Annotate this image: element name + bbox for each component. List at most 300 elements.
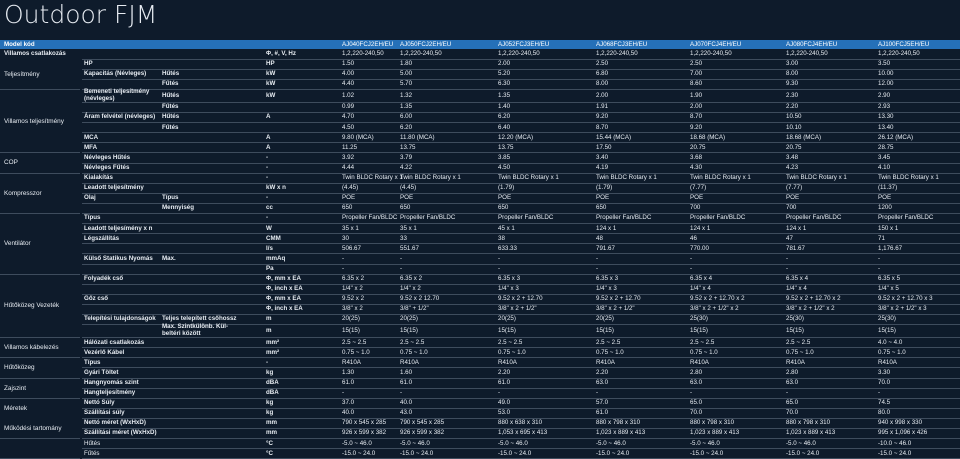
table-cell: 124 x 1 [786, 224, 807, 232]
table-cell: 650 [498, 204, 509, 212]
table-cell: -15.0 ~ 24.0 [342, 449, 376, 457]
table-cell: 3/8" x 2 + 1/2" x 3 [878, 305, 927, 313]
table-cell: 6.35 x 3 [596, 275, 619, 283]
header-model-4: AJ068FCJ3EH/EU [596, 41, 648, 48]
table-cell: 9.52 x 2 [342, 295, 365, 303]
row-unit: - [266, 174, 269, 182]
table-cell: 7.00 [690, 70, 703, 78]
page-title: Outdoor FJM [4, 0, 158, 29]
table-cell: R410A [690, 358, 709, 366]
table-cell: 650 [596, 204, 607, 212]
table-cell: 1,053 x 695 x 413 [498, 429, 548, 437]
row-sublabel: Fűtés [162, 103, 179, 111]
table-cell: 2.00 [690, 103, 703, 111]
table-cell: - [342, 254, 345, 262]
table-cell: 2.20 [786, 103, 799, 111]
table-cell: 40.0 [400, 399, 413, 407]
row-label-main: Fűtés [84, 449, 100, 457]
table-cell: (7.77) [786, 184, 803, 192]
table-cell: 790 x 545 x 285 [342, 419, 387, 427]
table-cell: - [400, 389, 403, 397]
table-cell: - [498, 254, 501, 262]
row-label: Telepítési tulajdonságok [84, 315, 156, 323]
table-cell: 0.75 ~ 1.0 [690, 348, 718, 356]
table-cell: 1,2,220-240,50 [596, 49, 638, 57]
row-label: Szállítási súly [84, 409, 125, 417]
header-model-5: AJ070FCJ4EH/EU [690, 41, 742, 48]
row-unit: kW [266, 91, 276, 99]
table-cell: 1,023 x 889 x 413 [786, 429, 836, 437]
table-cell: 1.35 [400, 103, 413, 111]
table-cell: 3.79 [400, 153, 413, 161]
table-cell: - [498, 264, 501, 272]
section-label: Zajszint [4, 384, 27, 392]
table-cell: - [690, 254, 693, 262]
table-cell: -15.0 ~ 24.0 [498, 449, 532, 457]
table-cell: 11.25 [342, 143, 358, 151]
table-cell: - [878, 264, 881, 272]
table-cell: - [596, 389, 599, 397]
table-cell: 880 x 798 x 310 [690, 419, 735, 427]
table-cell: Propeller Fan/BLDC [498, 214, 554, 222]
table-cell: 9.52 x 2 + 12.70 [596, 295, 641, 303]
table-cell: Propeller Fan/BLDC [786, 214, 842, 222]
table-cell: 9.52 x 2 12.70 [400, 295, 440, 303]
table-cell: - [342, 389, 345, 397]
row-unit: Φ, #, V, Hz [266, 49, 296, 57]
table-cell: 1,023 x 889 x 413 [596, 429, 646, 437]
table-cell: -15.0 ~ 24.0 [690, 449, 724, 457]
table-cell: 150 x 1 [878, 224, 899, 232]
table-cell: 6.40 [498, 123, 511, 131]
table-cell: 65.0 [786, 399, 799, 407]
table-cell: 30 [342, 234, 349, 242]
table-cell: 2.5 ~ 2.5 [690, 338, 715, 346]
table-cell: 15(15) [596, 326, 614, 334]
table-cell: 1,2,220-240,50 [786, 49, 828, 57]
row-sublabel: Típus [162, 194, 179, 202]
row-label: Nettó Súly [84, 399, 115, 407]
table-cell: POE [400, 194, 414, 202]
table-cell: 2.50 [690, 60, 703, 68]
table-cell: 9.52 x 2 + 12.70 x 3 [878, 295, 933, 303]
row-unit: A [266, 133, 271, 141]
table-cell: R410A [786, 358, 805, 366]
table-cell: 3.68 [690, 153, 703, 161]
table-cell: 10.00 [878, 70, 894, 78]
table-cell: - [786, 264, 789, 272]
table-cell: 926 x 599 x 382 [400, 429, 445, 437]
table-cell: 700 [690, 204, 701, 212]
table-cell: 2.20 [596, 368, 609, 376]
table-cell: 1.50 [342, 60, 355, 68]
table-cell: 6.20 [498, 113, 511, 121]
table-cell: 6.80 [596, 70, 609, 78]
table-cell: -5.0 ~ 46.0 [690, 439, 720, 447]
table-cell: 4.19 [596, 163, 609, 171]
row-unit: - [266, 153, 269, 161]
table-cell: (1.79) [596, 184, 613, 192]
table-cell: - [878, 254, 881, 262]
table-cell: 940 x 998 x 330 [878, 419, 923, 427]
table-cell: 1,2,220-240,50 [498, 49, 540, 57]
table-cell: -15.0 ~ 24.0 [596, 449, 630, 457]
table-cell: 25(30) [878, 315, 896, 323]
table-cell: 700 [786, 204, 797, 212]
table-cell: 2.93 [878, 103, 891, 111]
table-cell: 61.0 [400, 378, 413, 386]
row-unit: dBA [266, 378, 279, 386]
table-cell: 1/4" x 4 [690, 285, 711, 293]
table-cell: 65.0 [690, 399, 703, 407]
table-cell: - [498, 389, 501, 397]
table-cell: 926 x 599 x 382 [342, 429, 387, 437]
row-label-main: Hűtés [84, 439, 101, 447]
table-cell: 4.40 [342, 80, 355, 88]
table-cell: 2.90 [878, 91, 891, 99]
table-header [0, 40, 960, 49]
row-unit: kW x n [266, 184, 286, 192]
table-cell: 15(15) [400, 326, 418, 334]
row-unit: A [266, 143, 271, 151]
table-cell: -5.0 ~ 46.0 [498, 439, 528, 447]
table-cell: 4.00 [342, 70, 355, 78]
table-cell: 2.30 [786, 91, 799, 99]
section-label: Méretek [4, 404, 28, 412]
row-sublabel: Hűtés [162, 91, 180, 99]
table-cell: 74.5 [878, 399, 891, 407]
table-cell: 6.35 x 2 [342, 275, 365, 283]
table-cell: 13.30 [878, 113, 894, 121]
header-model-6: AJ080FCJ4EH/EU [786, 41, 838, 48]
table-cell: 8.70 [596, 123, 609, 131]
table-cell: 15(15) [498, 326, 516, 334]
table-cell: (4.45) [400, 184, 417, 192]
row-unit: Φ, inch x EA [266, 305, 303, 313]
table-cell: - [342, 264, 345, 272]
row-label: Bemeneti teljesítmény (névleges) [84, 88, 150, 102]
table-cell: 63.0 [690, 378, 703, 386]
row-unit: - [266, 163, 269, 171]
row-label: Hangteljesítmény [84, 389, 136, 397]
table-cell: 3.85 [498, 153, 511, 161]
table-cell: 9.52 x 2 + 12.70 x 2 [786, 295, 841, 303]
table-cell: 20(25) [400, 315, 418, 323]
table-cell: 791.67 [596, 244, 615, 252]
table-cell: 1,2,220-240,50 [342, 49, 384, 57]
table-cell: 2.80 [690, 368, 703, 376]
table-cell: 15(15) [786, 326, 804, 334]
row-label: Névleges Fűtés [84, 163, 130, 171]
row-label: Légszállítás [84, 234, 120, 242]
table-cell: POE [342, 194, 356, 202]
row-label: Áram felvétel (névleges) [84, 113, 156, 121]
section-label: Hűtőközeg Vezeték [4, 302, 60, 310]
row-unit: mm² [266, 338, 280, 346]
table-cell: 18.68 (MCA) [690, 133, 726, 141]
table-cell: 15.44 (MCA) [596, 133, 632, 141]
table-cell: Propeller Fan/BLDC [400, 214, 456, 222]
table-cell: 6.35 x 5 [878, 275, 901, 283]
table-cell: 6.30 [498, 80, 511, 88]
table-cell: 20(25) [498, 315, 516, 323]
table-cell: POE [786, 194, 800, 202]
row-label: Külső Statikus Nyomás [84, 254, 153, 262]
table-cell: 20.75 [690, 143, 706, 151]
table-cell: 71 [878, 234, 885, 242]
row-unit: kg [266, 409, 274, 417]
table-cell: 4.30 [690, 163, 703, 171]
table-cell: 6.35 x 4 [690, 275, 713, 283]
table-cell: 1.60 [400, 368, 413, 376]
table-cell: 2.5 ~ 2.5 [400, 338, 425, 346]
row-label: Névleges Hűtés [84, 153, 131, 161]
table-cell: (4.45) [342, 184, 359, 192]
table-cell: - [690, 389, 693, 397]
table-cell: 6.35 x 3 [498, 275, 521, 283]
row-sublabel: Teljes telepített csőhossz [162, 315, 237, 323]
table-cell: - [400, 264, 403, 272]
table-cell: 650 [400, 204, 411, 212]
row-label: MCA [84, 133, 99, 141]
table-cell: (1.79) [498, 184, 515, 192]
table-cell: -15.0 ~ 24.0 [878, 449, 912, 457]
row-unit: Pa [266, 264, 274, 272]
table-cell: 3/8" x 2 [342, 305, 363, 313]
table-cell: POE [596, 194, 610, 202]
table-cell: 35 x 1 [342, 224, 359, 232]
table-cell: 49.0 [498, 399, 511, 407]
table-cell: 35 x 1 [400, 224, 417, 232]
table-cell: 1,2,220-240,50 [690, 49, 732, 57]
table-cell: 12.00 [878, 80, 894, 88]
section-label: Ventilátor [4, 240, 31, 248]
table-cell: 20.75 [786, 143, 802, 151]
table-cell: 63.0 [596, 378, 609, 386]
table-cell: 1.91 [596, 103, 609, 111]
section-label-operating-range: Működési tartomány [4, 424, 62, 432]
table-cell: -5.0 ~ 46.0 [342, 439, 372, 447]
row-label: Nettó méret (WxHxD) [84, 419, 146, 427]
table-cell: 1/4" x 3 [498, 285, 519, 293]
table-cell: 17.50 [596, 143, 612, 151]
section-label: COP [4, 159, 18, 167]
table-cell: Propeller Fan/BLDC [878, 214, 934, 222]
table-cell: 1/4" x 4 [786, 285, 807, 293]
row-label: Hangnyomás szint [84, 378, 139, 386]
row-unit: kW [266, 70, 276, 78]
section-label: Villamos teljesítmény [4, 117, 64, 125]
table-cell: 48 [596, 234, 603, 242]
table-cell: 11.80 (MCA) [400, 133, 435, 141]
table-cell: -15.0 ~ 24.0 [400, 449, 434, 457]
table-cell: 18.68 (MCA) [786, 133, 822, 141]
table-cell: 0.99 [342, 103, 355, 111]
table-cell: - [786, 389, 789, 397]
row-unit: m [266, 315, 272, 323]
table-cell: 57.0 [596, 399, 609, 407]
table-cell: 63.0 [786, 378, 799, 386]
row-unit: - [266, 358, 269, 366]
table-cell: 1,2,220-240,50 [400, 49, 442, 57]
table-cell: R410A [878, 358, 897, 366]
row-unit: HP [266, 60, 275, 68]
table-cell: 8.00 [786, 70, 799, 78]
row-unit: W [266, 224, 272, 232]
table-cell: 8.00 [596, 80, 609, 88]
table-cell: 3/8" x 2 + 1/2" x 2 [690, 305, 739, 313]
row-sublabel: Max. [162, 254, 176, 262]
row-label: Leadott teljesímény x n [84, 224, 153, 232]
table-cell: - [596, 264, 599, 272]
table-cell: 1.32 [400, 91, 413, 99]
table-cell: POE [878, 194, 892, 202]
table-cell: 0.75 ~ 1.0 [878, 348, 906, 356]
table-cell: 3.45 [878, 153, 891, 161]
row-label: Szállítási méret (WxHxD) [84, 429, 157, 437]
table-cell: 3.40 [596, 153, 609, 161]
row-unit: - [266, 194, 269, 202]
table-cell: 3/8" + 1/2" [400, 305, 429, 313]
row-sublabel: Hűtés [162, 113, 180, 121]
table-cell: 9.20 [690, 123, 703, 131]
table-cell: 1,176.67 [878, 244, 903, 252]
table-cell: 70.0 [690, 409, 703, 417]
table-cell: 2.5 ~ 2.5 [786, 338, 811, 346]
table-cell: 8.60 [690, 80, 703, 88]
row-label: Kapacitás (Névleges) [84, 70, 147, 78]
row-unit: mmAq [266, 254, 286, 262]
section-label: Hűtőközeg [4, 364, 35, 372]
table-cell: Twin BLDC Rotary x 1 [786, 174, 847, 182]
table-cell: 61.0 [342, 378, 355, 386]
row-label: Vezérlő Kábel [84, 348, 125, 356]
table-cell: 10.10 [786, 123, 802, 131]
table-cell: POE [690, 194, 704, 202]
row-unit: mm² [266, 348, 280, 356]
table-cell: 9.52 x 2 + 12.70 x 2 [690, 295, 745, 303]
table-cell: - [690, 264, 693, 272]
table-cell: 25(30) [690, 315, 708, 323]
table-cell: - [878, 389, 881, 397]
table-cell: 5.00 [400, 70, 413, 78]
header-model-2: AJ050FCJ2EH/EU [400, 41, 452, 48]
row-label-main: Villamos csatlakozás [4, 49, 66, 57]
table-cell: 46 [690, 234, 697, 242]
table-cell: 28.75 [878, 143, 894, 151]
table-cell: 10.50 [786, 113, 802, 121]
row-label: MFA [84, 143, 98, 151]
row-label: Hálózati csatlakozás [84, 338, 145, 346]
table-cell: 13.75 [498, 143, 514, 151]
table-cell: 2.50 [596, 60, 609, 68]
table-cell: 506.67 [342, 244, 361, 252]
table-cell: 0.75 ~ 1.0 [786, 348, 814, 356]
table-cell: Propeller Fan/BLDC [342, 214, 398, 222]
table-cell: 770.00 [690, 244, 709, 252]
table-cell: -5.0 ~ 46.0 [400, 439, 430, 447]
table-cell: 9.80 (MCA) [342, 133, 374, 141]
table-cell: 38 [498, 234, 505, 242]
table-cell: 1.80 [400, 60, 413, 68]
row-unit: dBA [266, 389, 279, 397]
table-cell: - [786, 254, 789, 262]
table-cell: 4.23 [786, 163, 799, 171]
table-cell: 1.40 [498, 103, 511, 111]
table-cell: 1,023 x 889 x 413 [690, 429, 740, 437]
row-label: Típus [84, 214, 101, 222]
table-cell: 2.20 [498, 368, 511, 376]
table-cell: 3/8" x 2 + 1/2" [498, 305, 537, 313]
table-cell: 2.00 [498, 60, 511, 68]
row-label: Leadott teljesítmény [84, 184, 144, 192]
table-cell: 3.30 [878, 368, 891, 376]
table-cell: 6.00 [400, 113, 413, 121]
table-cell: 1/4" x 5 [878, 285, 899, 293]
header-model-7: AJ100FCJ5EH/EU [878, 41, 930, 48]
row-label: Gyári Töltet [84, 368, 119, 376]
table-cell: (7.77) [690, 184, 707, 192]
table-cell: 6.35 x 4 [786, 275, 809, 283]
row-unit: CMM [266, 234, 281, 242]
table-cell: Propeller Fan/BLDC [690, 214, 746, 222]
table-cell: 4.70 [342, 113, 355, 121]
table-cell: 40.0 [342, 409, 355, 417]
table-cell: 0.75 ~ 1.0 [342, 348, 370, 356]
table-cell: 2.5 ~ 2.5 [596, 338, 621, 346]
row-unit: l/s [266, 244, 273, 252]
table-cell: 3/8" x 2 + 1/2" x 2 [786, 305, 835, 313]
row-sublabel: Fűtés [162, 123, 179, 131]
table-cell: - [400, 254, 403, 262]
table-cell: 70.0 [786, 409, 799, 417]
table-cell: 9.30 [786, 80, 799, 88]
table-cell: 124 x 1 [690, 224, 711, 232]
table-cell: 1/4" x 2 [400, 285, 421, 293]
row-unit: Φ, mm x EA [266, 295, 301, 303]
table-cell: 3/8" x 2 + 1/2" [596, 305, 635, 313]
table-cell: 1.35 [498, 91, 511, 99]
table-cell: Twin BLDC Rotary x 1 [690, 174, 751, 182]
table-cell: 1/4" x 3 [596, 285, 617, 293]
table-cell: 6.35 x 2 [400, 275, 423, 283]
table-cell: 20(25) [342, 315, 360, 323]
table-cell: Twin BLDC Rotary x 1 [878, 174, 939, 182]
table-cell: 3.00 [786, 60, 799, 68]
spec-table [0, 40, 960, 457]
table-cell: Twin BLDC Rotary x 1 [596, 174, 657, 182]
table-cell: 9.20 [596, 113, 609, 121]
table-cell: 45 x 1 [498, 224, 515, 232]
table-cell: 3.92 [342, 153, 355, 161]
table-cell: 880 x 638 x 310 [498, 419, 543, 427]
row-sublabel: Max. Szintkülönb. Kül-beltéri között [162, 323, 228, 338]
table-cell: 124 x 1 [596, 224, 617, 232]
table-cell: 650 [342, 204, 353, 212]
row-label: Kialakítás [84, 174, 113, 182]
table-cell: R410A [342, 358, 361, 366]
table-cell: 633.33 [498, 244, 517, 252]
row-unit: Φ, mm x EA [266, 275, 301, 283]
table-cell: 2.5 ~ 2.5 [342, 338, 367, 346]
table-cell: 1200 [878, 204, 892, 212]
table-cell: - [596, 254, 599, 262]
table-cell: 880 x 798 x 310 [596, 419, 641, 427]
table-cell: Propeller Fan/BLDC [596, 214, 652, 222]
header-model-3: AJ052FCJ3EH/EU [498, 41, 550, 48]
table-cell: 33 [400, 234, 407, 242]
table-cell: 13.75 [400, 143, 416, 151]
